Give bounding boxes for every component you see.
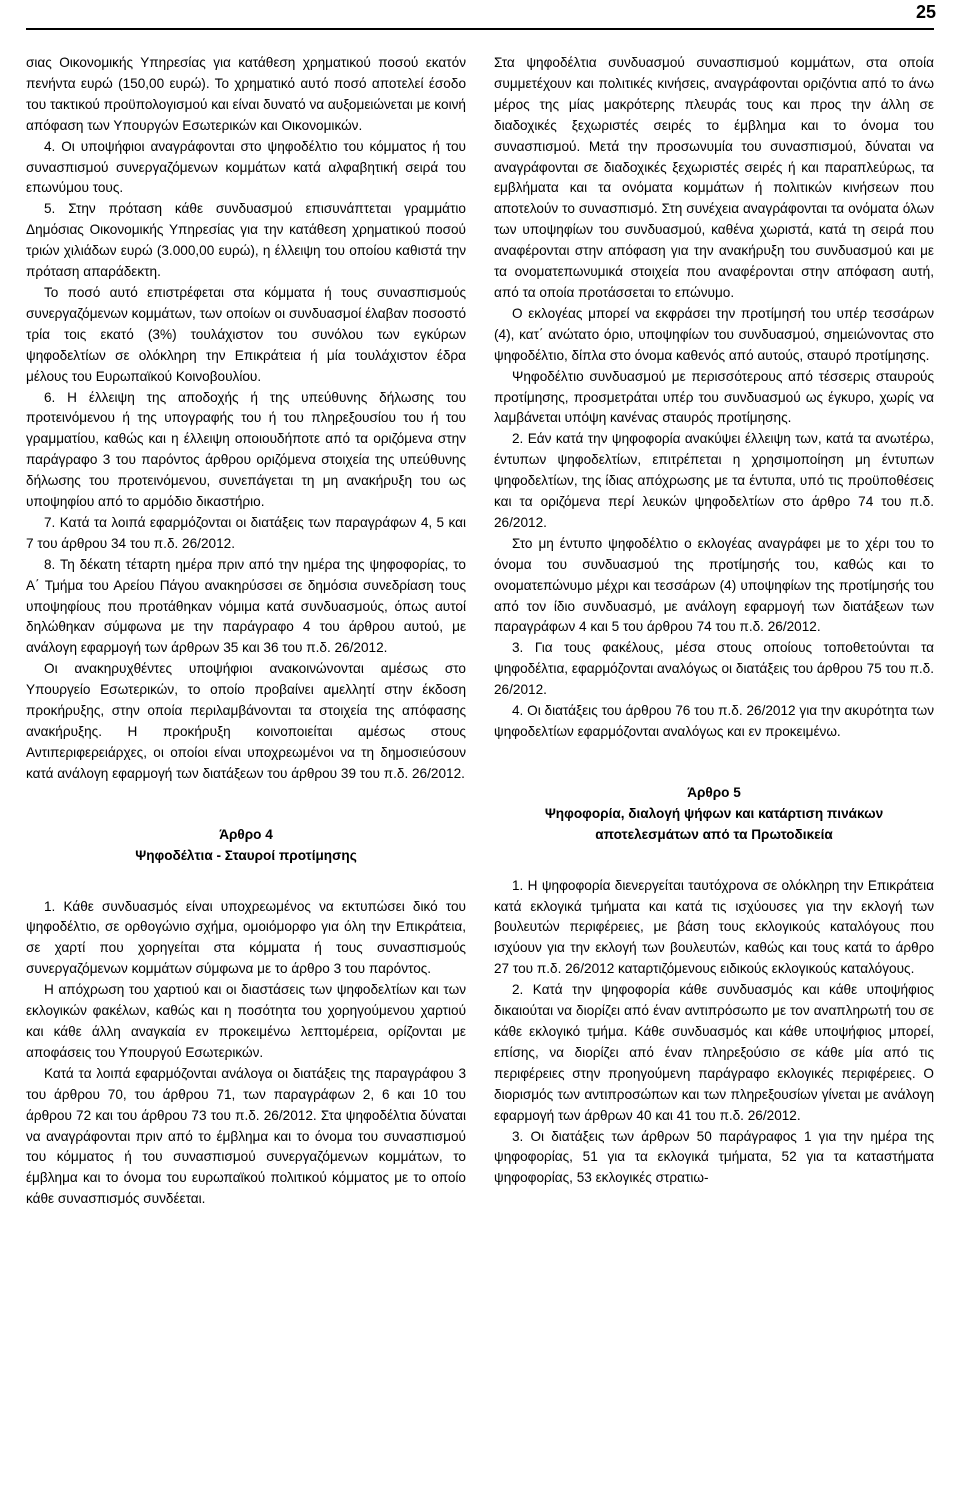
paragraph: 6. Η έλλειψη της αποδοχής ή της υπεύθυνης δήλωσης του προτεινόμενου ή της υπογραφής του ή του πληρεξουσίου του ή του γραμματίου, καθώς και η έλλειψη οποιουδήποτε από τα οριζόμενα στην παράγραφο 3 του παρόντος άρθρου οριζόμενα στοιχεία της υπεύθυνης δήλωσης του προτεινόμενου, συνεπάγεται τη μη ανακήρυξη του ως υποψηφίου από το αρμόδιο δικαστήριο. [26,389,466,510]
article-4-title: Ψηφοδέλτια - Σταυροί προτίμησης [135,847,357,863]
header-rule [26,28,934,30]
article-5-heading: Άρθρο 5 [687,784,741,800]
spacer [26,867,466,897]
paragraph: Η απόχρωση του χαρτιού και οι διαστάσεις των ψηφοδελτίων και των εκλογικών φακέλων, καθώς και η ποσότητα του χορηγούμενου χαρτιού και κάθε άλλη αναγκαία εν προκειμένω λεπτομέρεια, ορίζονται με αποφάσεις του Υπουργού Εσωτερικών. [26,982,466,1060]
page-number: 25 [915,2,936,22]
paragraph: 3. Οι διατάξεις των άρθρων 50 παράγραφος 1 για την ημέρα της ψηφοφορίας, 51 για τα εκλογικά τμήματα, 52 για τα καταστήματα ψηφοφορίας, 53 εκλογικές στρατιω- [494,1128,934,1186]
paragraph: 5. Στην πρόταση κάθε συνδυασμού επισυνάπτεται γραμμάτιο Δημόσιας Οικονομικής Υπηρεσίας για την κατάθεση χρηματικού ποσού τριών χιλιάδων ευρώ (3.000,00 ευρώ), η έλλειψη του οποίου καθιστά την πρόταση απαράδεκτη. [26,201,466,280]
paragraph: Ο εκλογέας μπορεί να εκφράσει την προτίμησή του υπέρ τεσσάρων (4), κατ΄ ανώτατο όριο, υποψηφίων του συνδυασμού, σημειώνοντας στο ψηφοδέλτιο, δίπλα στο όνομα καθενός από αυτούς, σταυρό προτίμησης. [494,305,934,363]
paragraph: Το ποσό αυτό επιστρέφεται στα κόμματα ή τους συνασπισμούς συνεργαζόμενων κομμάτων, των οποίων οι συνδυασμοί έλαβαν ποσοστό τρία τοις εκατό (3%) τουλάχιστον του συνόλου των εγκύρων ψηφοδελτίων σε ολόκληρη την Επικράτεια ή μία τουλάχιστον έδρα μέλους του Ευρωπαϊκού Κοινοβουλίου. [26,284,466,384]
paragraph: Στο μη έντυπο ψηφοδέλτιο ο εκλογέας αναγράφει με το χέρι του το όνομα του συνδυασμού της προτίμησής του, καθώς και το ονοματεπώνυμο μέχρι και τεσσάρων (4) υποψηφίων της προτίμησής του από τον ίδιο συνδυασμό, με ανάλογη εφαρμογή των διατάξεων των παραγράφων 4 και 5 του άρθρου 74 του π.δ. 26/2012. [494,535,934,635]
paragraph: 4. Οι υποψήφιοι αναγράφονται στο ψηφοδέλτιο του κόμματος ή του συνασπισμού συνεργαζόμενων κομμάτων κατά αλφαβητική σειρά του επωνύμου τους. [26,138,466,196]
text-columns [26,53,934,1210]
paragraph: 7. Κατά τα λοιπά εφαρμόζονται οι διατάξεις των παραγράφων 4, 5 και 7 του άρθρου 34 του π.δ. 26/2012. [26,514,466,551]
spacer [494,743,934,783]
paragraph: Στα ψηφοδέλτια συνδυασμού συνασπισμού κομμάτων, στα οποία συμμετέχουν και πολιτικές κινήσεις, αναγράφονται οριζόντια από το άνω μέρος της μίας μακρότερης πλευράς τους και προς την άλλη σε διαδοχικές ξεχωριστές σειρές το έμβλημα και το όνομα του συνασπισμού. Μετά την προσωνυμία του συνασπισμού, δύναται να αναγράφονται σε διαδοχικές ξεχωριστές σειρές ή και παραπλεύρως, τα εμβλήματα και τα ονόματα κομμάτων ή πολιτικών κινήσεων που αποτελούν το συνασπισμό. Στη συνέχεια αναγράφονται τα ονόματα όλων των υποψηφίων του συνδυασμού, καθένα χωριστά, κατά τη σειρά που αναφέρονται στην απόφαση για την ανακήρυξη του συνδυασμού και με τα ονοματεπωνυμικά στοιχεία που αναφέρονται στην απόφαση αυτή, από τα οποία προτάσσεται το επώνυμο. [494,55,934,300]
right-column [494,53,934,1210]
paragraph: 1. Κάθε συνδυασμός είναι υποχρεωμένος να εκτυπώσει δικό του ψηφοδέλτιο, σε ορθογώνιο σχήμα, ομοιόμορφο για όλη την Επικράτεια, σε χαρτί που χορηγείται στα κόμματα ή τους συνασπισμούς συνεργαζόμενων κομμάτων σύμφωνα με το άρθρο 3 του παρόντος. [26,898,466,977]
left-column [26,53,466,1210]
paragraph: 4. Οι διατάξεις του άρθρου 76 του π.δ. 26/2012 για την ακυρότητα των ψηφοδελτίων εφαρμόζονται αναλόγως και εν προκειμένω. [494,703,934,739]
paragraph: Ψηφοδέλτιο συνδυασμού με περισσότερους από τέσσερις σταυρούς προτίμησης, προσμετράται υπέρ του συνδυασμού ως έγκυρο, χωρίς να λαμβάνεται υπόψη κανένας σταυρός προτίμησης. [494,368,934,426]
paragraph: 2. Κατά την ψηφοφορία κάθε συνδυασμός και κάθε υποψήφιος δικαιούται να διορίζει από έναν αντιπρόσωπο με τον αναπληρωτή του σε κάθε εκλογικό τμήμα. Κάθε συνδυασμός και κάθε υποψήφιος μπορεί, επίσης, να διορίζει από έναν πληρεξούσιο σε κάθε μία από τις περιφέρειες στην προηγούμενη παράγραφο εκλογικές περιφέρειες. Ο διορισμός των αντιπροσώπων και των πληρεξουσίων γίνεται με ανάλογη εφαρμογή των άρθρων 40 και 41 του π.δ. 26/2012. [494,982,934,1123]
paragraph: 8. Τη δέκατη τέταρτη ημέρα πριν από την ημέρα της ψηφοφορίας, το Α΄ Τμήμα του Αρείου Πάγου ανακηρύσσει σε δημόσια συνεδρίαση τους υποψηφίους που προτάθηκαν νόμιμα κατά συνδυασμούς, όπως αυτοί δηλώθηκαν σύμφωνα με την παράγραφο 4 του άρθρου αυτού, με ανάλογη εφαρμογή των άρθρων 35 και 36 του π.δ. 26/2012. [26,556,466,656]
paragraph: 2. Εάν κατά την ψηφοφορία ανακύψει έλλειψη των, κατά τα ανωτέρω, έντυπων ψηφοδελτίων, επιτρέπεται η χρησιμοποίηση μη έντυπων ψηφοδελτίων, της ίδιας απόχρωσης με τα έντυπα, υπό τις προϋποθέσεις και τα οριζόμενα περί λευκών ψηφοδελτίων στο άρθρο 74 του π.δ. 26/2012. [494,431,934,530]
paragraph: 3. Για τους φακέλους, μέσα στους οποίους τοποθετούνται τα ψηφοδέλτια, εφαρμόζονται αναλόγως οι διατάξεις του άρθρου 75 του π.δ. 26/2012. [494,640,934,698]
spacer [26,785,466,825]
article-5-title: Ψηφοφορία, διαλογή ψήφων και κατάρτιση πινάκων αποτελεσμάτων από τα Πρωτοδικεία [544,805,884,842]
spacer [494,846,934,876]
paragraph: σιας Οικονομικής Υπηρεσίας για κατάθεση χρηματικού ποσού εκατόν πενήντα ευρώ (150,00 ευρώ). Το χρηματικό αυτό ποσό αποτελεί έσοδο του τακτικού προϋπολογισμού και είναι δυνατό να αυξομειώνεται με κοινή απόφαση των Υπουργών Εσωτερικών και Οικονομικών. [26,55,466,133]
paragraph: 1. Η ψηφοφορία διενεργείται ταυτόχρονα σε ολόκληρη την Επικράτεια κατά εκλογικά τμήματα και κατά τις ισχύουσες για την εκλογή των βουλευτών περιφέρειες, με βάση τους εκλογικούς καταλόγους που ισχύουν για την εκλογή των βουλευτών, καθώς και τους κατά το άρθρο 27 του π.δ. 26/2012 καταρτιζόμενους ειδικούς εκλογικούς καταλόγους. [494,877,934,977]
paragraph: Κατά τα λοιπά εφαρμόζονται ανάλογα οι διατάξεις της παραγράφου 3 του άρθρου 70, του άρθρου 71, των παραγράφων 2, 6 και 10 του άρθρου 72 και του άρθρου 73 του π.δ. 26/2012. Στα ψηφοδέλτια δύναται να αναγράφονται πριν από το έμβλημα και το όνομα του συνασπισμού του κόμματος ή του συνασπισμού συνεργαζόμενων κομμάτων, το έμβλημα και το όνομα του ευρωπαϊκού πολιτικού κόμματος με το οποίο κάθε συνασπισμός συνδέεται. [26,1065,466,1207]
paragraph: Οι ανακηρυχθέντες υποψήφιοι ανακοινώνονται αμέσως στο Υπουργείο Εσωτερικών, το οποίο προβαίνει αμελλητί στην έκδοση προκήρυξης, στην οποία περιλαμβάνονται τα στοιχεία της απόφασης ανακήρυξης. Η προκήρυξη κοινοποιείται αμέσως στους Αντιπεριφερειάρχες, οι οποίοι είναι υποχρεωμένοι να τη δημοσιεύσουν κατά ανάλογη εφαρμογή των διατάξεων του άρθρου 39 του π.δ. 26/2012. [26,661,466,781]
article-4-heading: Άρθρο 4 [219,826,273,842]
